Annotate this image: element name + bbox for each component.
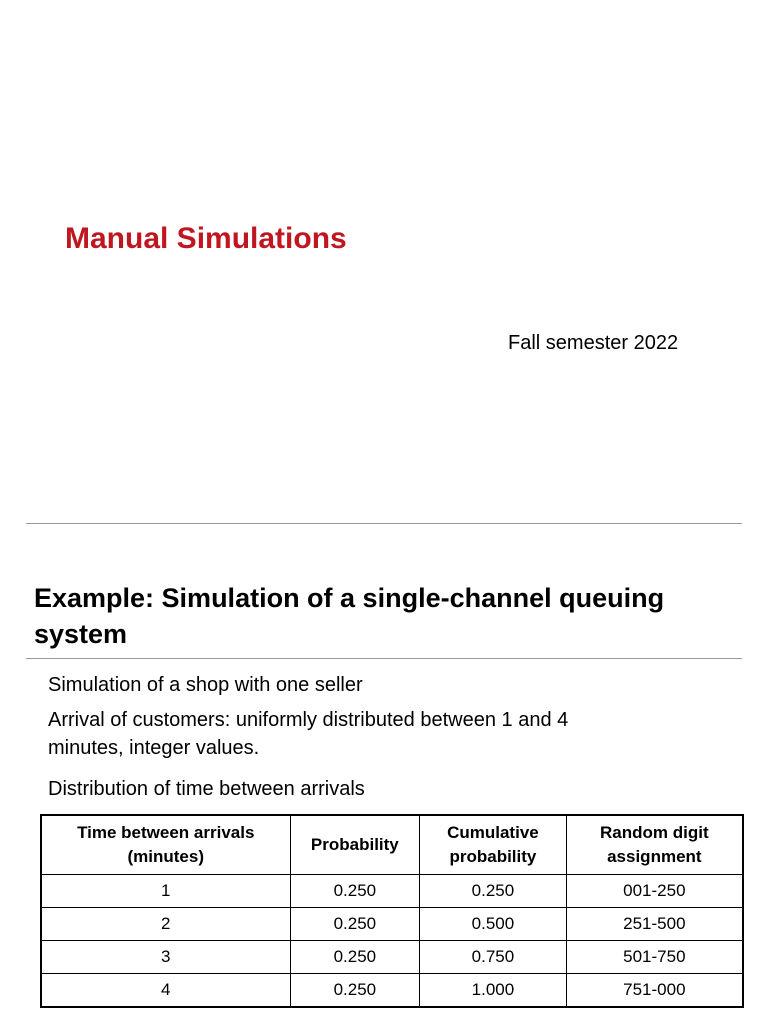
table-cell: 4 [41,974,290,1008]
table-cell: 0.250 [290,941,420,974]
table-header-cell: Probability [290,815,420,875]
table-cell: 0.250 [420,875,567,908]
table-row [41,941,743,974]
example-title: Example: Simulation of a single-channel queuing system [34,583,665,649]
table-cell: 0.250 [290,875,420,908]
table-cell: 751-000 [566,974,743,1008]
table-cell: 3 [41,941,290,974]
table-cell: 251-500 [566,908,743,941]
table-row [41,875,743,908]
body-text-line: Simulation of a shop with one seller [48,674,363,696]
table-cell: 0.250 [290,908,420,941]
table-header-cell: Time between arrivals (minutes) [41,815,290,875]
title-divider [26,658,742,659]
table-cell: 001-250 [566,875,743,908]
body-text-line: Distribution of time between arrivals [48,778,365,800]
table-row [41,974,743,1008]
slide-title: Manual Simulations [65,222,347,255]
table-header-cell: Cumulative probability [420,815,567,875]
table-header-cell: Random digit assignment [566,815,743,875]
table-cell: 1.000 [420,974,567,1008]
body-text-line: minutes, integer values. [48,737,260,759]
table-cell: 501-750 [566,941,743,974]
interarrival-distribution-table [40,814,744,1008]
table-cell: 0.500 [420,908,567,941]
slide-subtitle: Fall semester 2022 [508,332,679,354]
table-cell: 2 [41,908,290,941]
table-header-row [41,815,743,875]
body-text-line: Arrival of customers: uniformly distributed between 1 and 4 [48,709,569,731]
table-cell: 0.250 [290,974,420,1008]
slide-separator [26,523,742,524]
table-cell: 0.750 [420,941,567,974]
table-row [41,908,743,941]
table-cell: 1 [41,875,290,908]
